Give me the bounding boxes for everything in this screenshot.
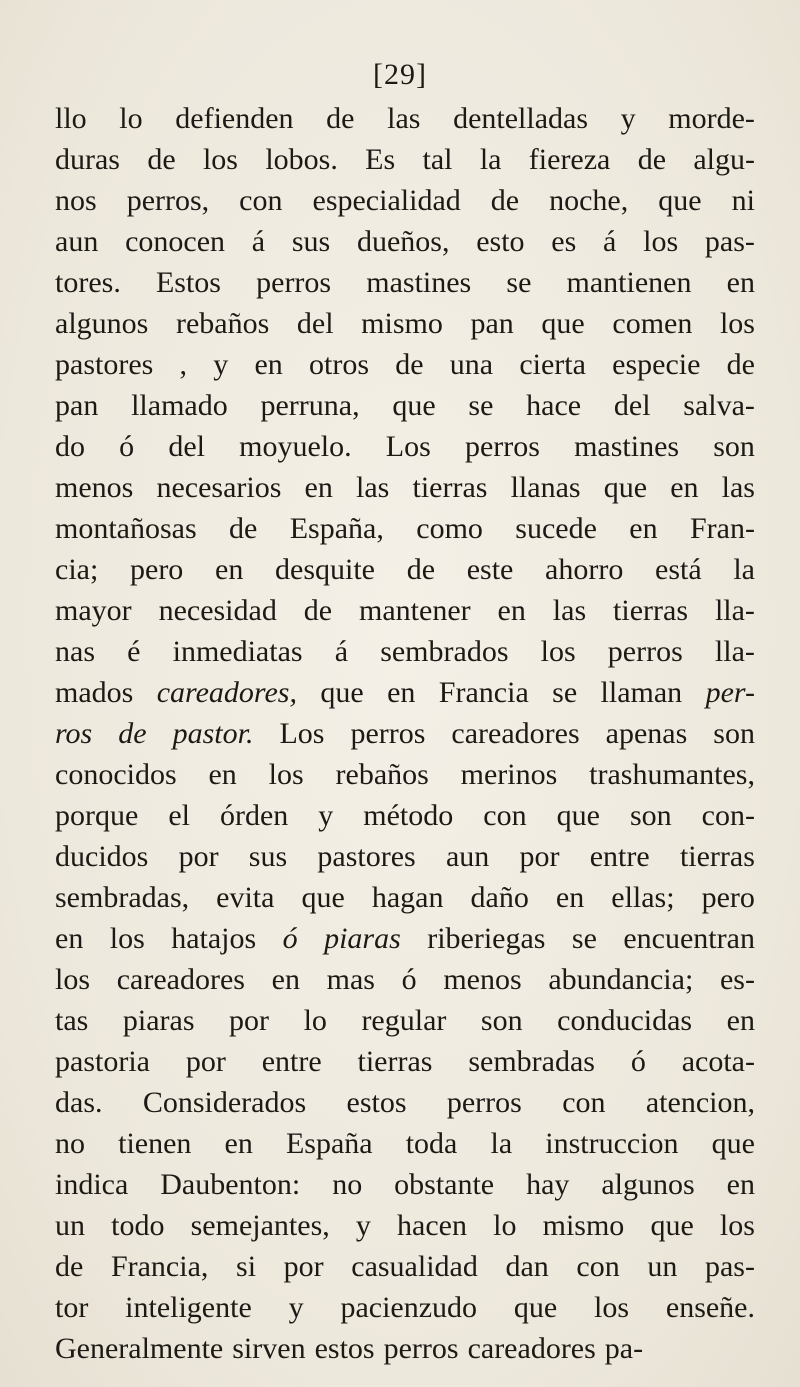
word: careadores <box>451 717 580 750</box>
word: en <box>215 553 244 586</box>
word: del <box>168 430 205 463</box>
word: conocidos <box>55 758 177 791</box>
word: defienden <box>175 102 294 135</box>
word: Fran- <box>689 512 755 545</box>
word: los <box>268 758 304 791</box>
word: mados <box>55 676 134 709</box>
word: sus <box>248 840 288 873</box>
word: á <box>603 225 617 258</box>
word: ó <box>119 430 135 463</box>
word: con <box>483 799 527 832</box>
text-line <box>55 795 755 836</box>
text-line <box>55 590 755 631</box>
word: perros <box>464 430 540 463</box>
word: ó <box>630 1045 646 1078</box>
word: Francia <box>438 676 529 709</box>
word: careadores <box>467 1332 596 1365</box>
text-line <box>55 139 755 180</box>
text-line <box>55 98 755 139</box>
word: aun <box>445 840 490 873</box>
word: son <box>480 1004 523 1037</box>
word: del <box>613 389 651 422</box>
word: por <box>185 1045 226 1078</box>
word: pastoria <box>55 1045 150 1078</box>
text-line <box>55 1328 755 1369</box>
word: que <box>658 184 702 217</box>
word: comen <box>612 307 693 340</box>
word: mismo <box>361 307 443 340</box>
word: dueños, <box>356 225 450 258</box>
italic-word: de <box>118 717 147 750</box>
italic-word: pastor. <box>172 717 254 750</box>
word: daño <box>470 881 529 914</box>
text-line <box>55 467 755 508</box>
word: los <box>594 1291 630 1324</box>
word: son <box>713 430 755 463</box>
word: son <box>713 717 755 750</box>
word: órden <box>219 799 289 832</box>
word: regular <box>361 1004 447 1037</box>
word: la <box>733 553 755 586</box>
word: de <box>147 143 176 176</box>
text-line <box>55 262 755 303</box>
word: casualidad <box>351 1250 478 1283</box>
word: este <box>466 553 514 586</box>
word: por <box>519 840 560 873</box>
word: apenas <box>605 717 688 750</box>
word: entre <box>261 1045 322 1078</box>
word: pan <box>55 389 99 422</box>
word: tierras <box>357 1045 433 1078</box>
word: de <box>637 143 667 176</box>
word: mas <box>326 963 375 996</box>
word: merinos <box>460 758 558 791</box>
italic-word: careadores, <box>156 676 297 709</box>
word: como <box>416 512 483 545</box>
word: perros <box>383 1332 459 1365</box>
word: pas- <box>704 225 755 258</box>
word: tas <box>55 1004 89 1037</box>
word: y <box>213 348 229 381</box>
word: las <box>552 594 587 627</box>
word: una <box>449 348 494 381</box>
word: Es <box>365 143 396 176</box>
text-line <box>55 1164 755 1205</box>
text-line <box>55 1000 755 1041</box>
word: con <box>562 1086 606 1119</box>
italic-word: per- <box>705 676 755 709</box>
word: sembrados <box>380 635 509 668</box>
word: en <box>555 881 585 914</box>
word: pero <box>130 553 184 586</box>
word: á <box>251 225 266 258</box>
word: no <box>55 1127 85 1160</box>
word: las <box>356 471 390 504</box>
text-line <box>55 631 755 672</box>
word: en <box>497 594 526 627</box>
word: perros <box>446 1086 522 1119</box>
word: desquite <box>275 553 375 586</box>
word: inmediatas <box>172 635 303 668</box>
word: riberiegas <box>427 922 546 955</box>
word: un <box>55 1209 85 1242</box>
word: mantener <box>359 594 471 627</box>
word: pastores <box>317 840 416 873</box>
word: las <box>387 102 421 135</box>
word: á <box>334 635 349 668</box>
word: ni <box>731 184 755 217</box>
word: de <box>229 512 258 545</box>
word: sirven <box>232 1332 306 1365</box>
word: hacen <box>397 1209 467 1242</box>
word: perruna, <box>260 389 360 422</box>
word: todo <box>111 1209 165 1242</box>
word: en <box>670 471 699 504</box>
word: mantienen <box>566 266 692 299</box>
word: sembradas <box>468 1045 595 1078</box>
word: estos <box>346 1086 407 1119</box>
word: sus <box>291 225 331 258</box>
word: llamado <box>131 389 228 422</box>
word: lo <box>119 102 143 135</box>
word: que <box>650 1209 694 1242</box>
word: que <box>603 471 648 504</box>
word: noche, <box>549 184 629 217</box>
word: mastines <box>574 430 680 463</box>
word: la <box>490 1127 513 1160</box>
word: en <box>629 512 658 545</box>
word: indica <box>55 1168 129 1201</box>
text-line <box>55 549 755 590</box>
word: careadores <box>116 963 245 996</box>
word: morde- <box>668 102 755 135</box>
word: en <box>726 266 755 299</box>
word: se <box>506 266 532 299</box>
text-line <box>55 385 755 426</box>
word: un <box>647 1250 678 1283</box>
word: evita <box>216 881 275 914</box>
word: piaras <box>122 1004 195 1037</box>
word: no <box>332 1168 363 1201</box>
word: ducidos <box>55 840 149 873</box>
word: lobos. <box>265 143 338 176</box>
word: abundancia; <box>548 963 694 996</box>
word: toda <box>405 1127 458 1160</box>
word: la <box>479 143 502 176</box>
word: de <box>406 553 436 586</box>
word: y <box>288 1291 304 1324</box>
word: se <box>552 676 578 709</box>
word: tor <box>55 1291 89 1324</box>
word: que <box>541 307 585 340</box>
word: lla- <box>714 594 755 627</box>
text-line <box>55 918 755 959</box>
word: y <box>318 799 334 832</box>
word: lo <box>303 1004 327 1037</box>
word: algu- <box>693 143 755 176</box>
word: especie <box>612 348 701 381</box>
word: con <box>239 184 283 217</box>
word: llaman <box>600 676 683 709</box>
word: y <box>355 1209 371 1242</box>
word: con <box>576 1250 620 1283</box>
word: mayor <box>55 594 132 627</box>
word: tal <box>422 143 453 176</box>
word: sucede <box>515 512 597 545</box>
word: enseñe. <box>665 1291 755 1324</box>
word: lo <box>493 1209 517 1242</box>
word: tierras <box>613 594 689 627</box>
word: pa- <box>604 1332 644 1365</box>
word: encuentran <box>623 922 755 955</box>
italic-word: piaras <box>324 922 401 955</box>
word: salva- <box>683 389 755 422</box>
word: algunos <box>55 307 149 340</box>
word: los <box>540 635 576 668</box>
text-line <box>55 1246 755 1287</box>
word: cierta <box>519 348 586 381</box>
word: que <box>711 1127 755 1160</box>
word: que <box>556 799 600 832</box>
word: Considerados <box>142 1086 307 1119</box>
word: se <box>468 389 494 422</box>
word: en <box>726 1168 755 1201</box>
word: nas <box>55 635 95 668</box>
word: el <box>168 799 190 832</box>
word: los <box>202 143 238 176</box>
word: Los <box>279 717 325 750</box>
word: que <box>301 881 345 914</box>
word: do <box>55 430 85 463</box>
word: atencion, <box>645 1086 755 1119</box>
word: de <box>326 102 355 135</box>
text-line <box>55 221 755 262</box>
word: é <box>127 635 141 668</box>
word: necesidad <box>158 594 277 627</box>
word: acota- <box>681 1045 755 1078</box>
word: llo <box>55 102 87 135</box>
word: es- <box>719 963 755 996</box>
word: hagan <box>371 881 444 914</box>
word: rebaños <box>335 758 429 791</box>
text-line <box>55 426 755 467</box>
word: menos <box>55 471 134 504</box>
word: de <box>490 184 520 217</box>
word: porque <box>55 799 139 832</box>
text-line <box>55 1041 755 1082</box>
word: perros <box>350 717 426 750</box>
word: que <box>513 1291 558 1324</box>
text-line <box>55 303 755 344</box>
text-line <box>55 877 755 918</box>
word: perros <box>607 635 683 668</box>
word: conducidas <box>557 1004 693 1037</box>
word: en <box>208 758 237 791</box>
word: Daubenton: <box>160 1168 301 1201</box>
word: las <box>721 471 755 504</box>
word: tierras <box>412 471 488 504</box>
word: por <box>178 840 219 873</box>
word: perros, <box>126 184 210 217</box>
text-line <box>55 713 755 754</box>
word: necesarios <box>156 471 282 504</box>
word: montañosas <box>55 512 197 545</box>
word: obstante <box>394 1168 495 1201</box>
word: en <box>271 963 300 996</box>
word: lla- <box>714 635 755 668</box>
word: sembradas, <box>55 881 190 914</box>
word: está <box>655 553 702 586</box>
word: esto <box>476 225 525 258</box>
word: con- <box>701 799 755 832</box>
word: otros <box>309 348 370 381</box>
word: ellas; <box>611 881 675 914</box>
word: fiereza <box>528 143 611 176</box>
word: especialidad <box>312 184 461 217</box>
word: pastores <box>55 348 154 381</box>
word: tienen <box>118 1127 192 1160</box>
word: ó <box>401 963 417 996</box>
word: es <box>551 225 577 258</box>
word: los <box>719 1209 755 1242</box>
word: hace <box>526 389 582 422</box>
word: mastines <box>366 266 472 299</box>
word: pero <box>701 881 755 914</box>
word: son <box>629 799 672 832</box>
word: se <box>571 922 597 955</box>
word: en <box>304 471 333 504</box>
word: método <box>363 799 454 832</box>
italic-word: ros <box>55 717 93 750</box>
word: España <box>285 1127 373 1160</box>
word: los <box>643 225 679 258</box>
word: en <box>254 348 283 381</box>
text-line <box>55 1082 755 1123</box>
word: ahorro <box>545 553 624 586</box>
word: del <box>296 307 334 340</box>
word: trashumantes, <box>589 758 755 791</box>
text-line <box>55 754 755 795</box>
word: de <box>303 594 333 627</box>
word: tores. <box>55 266 121 299</box>
word: España, <box>289 512 384 545</box>
word: Francia, <box>110 1250 209 1283</box>
word: Estos <box>155 266 221 299</box>
italic-word: ó <box>282 922 298 955</box>
word: llanas <box>510 471 581 504</box>
page-number: [29] <box>373 58 427 91</box>
word: pas- <box>704 1250 755 1283</box>
word: , <box>179 348 188 381</box>
word: entre <box>589 840 650 873</box>
word: en <box>726 1004 755 1037</box>
text-line <box>55 672 755 713</box>
word: rebaños <box>175 307 270 340</box>
word: que <box>392 389 436 422</box>
word: y <box>620 102 636 135</box>
word: de <box>726 348 755 381</box>
word: hatajos <box>171 922 257 955</box>
word: en <box>55 922 84 955</box>
word: estos <box>314 1332 375 1365</box>
word: si <box>236 1250 257 1283</box>
word: inteligente <box>125 1291 252 1324</box>
word: menos <box>443 963 522 996</box>
word: los <box>109 922 145 955</box>
text-line <box>55 1287 755 1328</box>
word: dan <box>505 1250 549 1283</box>
word: tierras <box>679 840 755 873</box>
word: los <box>55 963 91 996</box>
text-line <box>55 344 755 385</box>
word: moyuelo. <box>239 430 352 463</box>
text-line <box>55 959 755 1000</box>
word: algunos <box>601 1168 695 1201</box>
word: por <box>283 1250 324 1283</box>
word: Los <box>385 430 431 463</box>
word: por <box>229 1004 270 1037</box>
word: hay <box>526 1168 570 1201</box>
text-line <box>55 180 755 221</box>
word: instruccion <box>545 1127 679 1160</box>
word: en <box>224 1127 253 1160</box>
word: pan <box>470 307 514 340</box>
text-line <box>55 508 755 549</box>
word: dentelladas <box>453 102 589 135</box>
word: das. <box>55 1086 103 1119</box>
word: perros <box>256 266 332 299</box>
word: conocen <box>125 225 226 258</box>
word: Generalmente <box>55 1332 224 1365</box>
word: mismo <box>542 1209 625 1242</box>
word: nos <box>55 184 97 217</box>
word: duras <box>55 143 120 176</box>
text-line <box>55 836 755 877</box>
word: en <box>387 676 416 709</box>
word: de <box>395 348 424 381</box>
word: los <box>719 307 755 340</box>
word: pacienzudo <box>340 1291 478 1324</box>
word: que <box>320 676 364 709</box>
text-line <box>55 1123 755 1164</box>
word: de <box>55 1250 84 1283</box>
word: cia; <box>55 553 99 586</box>
body-text <box>55 98 755 1369</box>
text-line <box>55 1205 755 1246</box>
word: semejantes, <box>190 1209 330 1242</box>
word: aun <box>55 225 99 258</box>
